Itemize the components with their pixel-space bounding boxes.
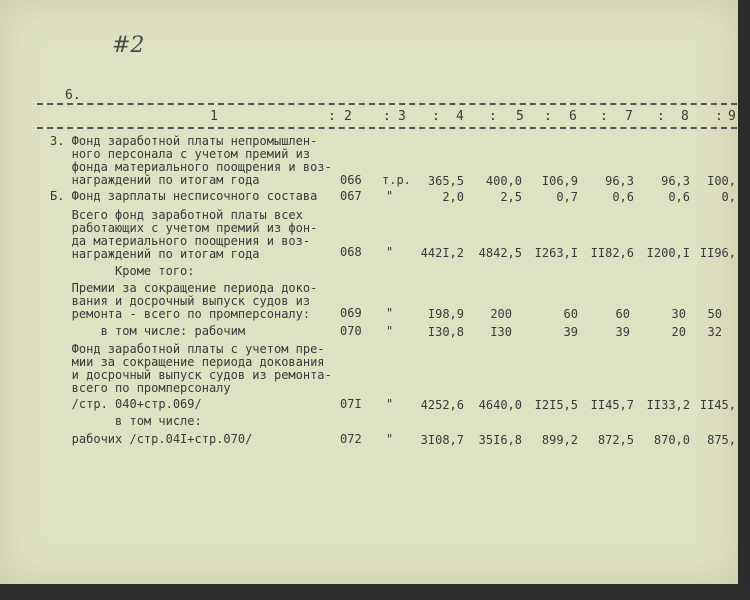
column-header-1: 1 <box>210 109 218 124</box>
row-label: /стр. 040+стр.069/ <box>50 397 202 411</box>
row-value-col5: 400,0 <box>485 174 522 188</box>
row-value-col7: 872,5 <box>597 433 634 447</box>
row-value-col8: 20 <box>671 325 686 339</box>
column-separator: : <box>489 109 497 124</box>
column-header-9: 9 <box>728 109 736 124</box>
row-code: 068 <box>340 245 362 259</box>
row-value-col4: 2,0 <box>442 190 464 204</box>
scan-edge-right <box>738 0 750 600</box>
row-value-col7: II82,6 <box>590 246 634 260</box>
row-value-col8: 870,0 <box>653 433 690 447</box>
row-label: Фонд заработной платы с учетом пре- мии за сокращение периода докования и досрочный выпуск судов из ремонта- всего по промперсоналу <box>71 342 332 395</box>
column-separator: : <box>328 109 336 124</box>
row-value-col8: I200,I <box>646 246 690 260</box>
row-value-col8: 96,3 <box>661 174 690 188</box>
row-value-col5: 35I6,8 <box>478 433 522 447</box>
row-value-col9: 32 <box>707 325 722 339</box>
row-value-col5: 2,5 <box>500 190 522 204</box>
row-value-col6: I263,I <box>534 246 578 260</box>
row-value-col7: II45,7 <box>590 398 634 412</box>
row-value-col4: I98,9 <box>427 307 464 321</box>
row-unit: " <box>386 189 394 203</box>
row-value-col4: 4252,6 <box>420 398 464 412</box>
row-value-col4: 442I,2 <box>420 246 464 260</box>
scan-edge-bottom <box>0 584 750 600</box>
row-label: Б. Фонд зарплаты несписочного состава <box>50 189 318 203</box>
column-separator: : <box>383 109 391 124</box>
row-unit: т.р. <box>382 173 411 187</box>
column-header-7: 7 <box>625 109 633 124</box>
row-value-col6: 60 <box>563 307 578 321</box>
row-value-col6: I06,9 <box>541 174 578 188</box>
row-value-col5: 4640,0 <box>478 398 522 412</box>
row-value-col9: I00, <box>707 174 736 188</box>
row-value-col7: 39 <box>615 325 630 339</box>
row-value-col9: 50 <box>707 307 722 321</box>
page-number: 6. <box>65 88 81 103</box>
row-label: 3. Фонд заработной платы непромышлен- ного персонала с учетом премий из фонда материального поощрения и воз- награждений по итогам года <box>50 134 332 187</box>
row-label: Премии за сокращение периода доко- вания и досрочный выпуск судов из ремонта - всего по промперсоналу: <box>71 281 318 321</box>
row-value-col6: 899,2 <box>541 433 578 447</box>
column-separator: : <box>544 109 552 124</box>
row-code: 07I <box>340 397 362 411</box>
row-code: 072 <box>340 432 362 446</box>
row-value-col5: 4842,5 <box>478 246 522 260</box>
row-unit: " <box>386 432 394 446</box>
row-value-col9: II96, <box>699 246 736 260</box>
row-code: 066 <box>340 173 362 187</box>
row-code: 070 <box>340 324 362 338</box>
row-code: 069 <box>340 306 362 320</box>
column-separator: : <box>432 109 440 124</box>
row-label: рабочих /стр.04I+стр.070/ <box>50 432 253 446</box>
row-value-col7: 0,6 <box>612 190 634 204</box>
row-value-col9: 875, <box>707 433 736 447</box>
header-rule-bottom <box>37 127 737 129</box>
row-value-col7: 60 <box>615 307 630 321</box>
row-value-col9: II45, <box>699 398 736 412</box>
row-label: Всего фонд заработной платы всех работающих с учетом премий из фон- да материального поощрения и воз- награждений по итогам года <box>71 208 318 261</box>
header-rule-top <box>37 103 737 105</box>
column-separator: : <box>657 109 665 124</box>
row-value-col9: 0, <box>721 190 736 204</box>
column-header-2: 2 <box>344 109 352 124</box>
row-value-col8: II33,2 <box>646 398 690 412</box>
row-unit: " <box>386 397 394 411</box>
row-value-col6: I2I5,5 <box>534 398 578 412</box>
column-header-5: 5 <box>516 109 524 124</box>
row-value-col6: 39 <box>563 325 578 339</box>
row-value-col8: 30 <box>671 307 686 321</box>
row-value-col4: I30,8 <box>427 325 464 339</box>
row-label: в том числе: <box>50 414 202 428</box>
row-value-col8: 0,6 <box>668 190 690 204</box>
row-label: в том числе: рабочим <box>50 324 246 338</box>
row-unit: " <box>386 324 394 338</box>
row-value-col5: 200 <box>490 307 512 321</box>
row-value-col5: I30 <box>490 325 512 339</box>
row-unit: " <box>386 306 394 320</box>
row-value-col4: 365,5 <box>427 174 464 188</box>
row-label: Кроме того: <box>50 264 195 278</box>
column-separator: : <box>715 109 723 124</box>
column-separator: : <box>600 109 608 124</box>
row-value-col7: 96,3 <box>605 174 634 188</box>
row-unit: " <box>386 245 394 259</box>
column-header-4: 4 <box>456 109 464 124</box>
row-value-col6: 0,7 <box>556 190 578 204</box>
column-header-8: 8 <box>681 109 689 124</box>
row-value-col4: 3I08,7 <box>420 433 464 447</box>
handwritten-mark: #2 <box>112 33 145 58</box>
column-header-3: 3 <box>398 109 406 124</box>
row-code: 067 <box>340 189 362 203</box>
column-header-6: 6 <box>569 109 577 124</box>
